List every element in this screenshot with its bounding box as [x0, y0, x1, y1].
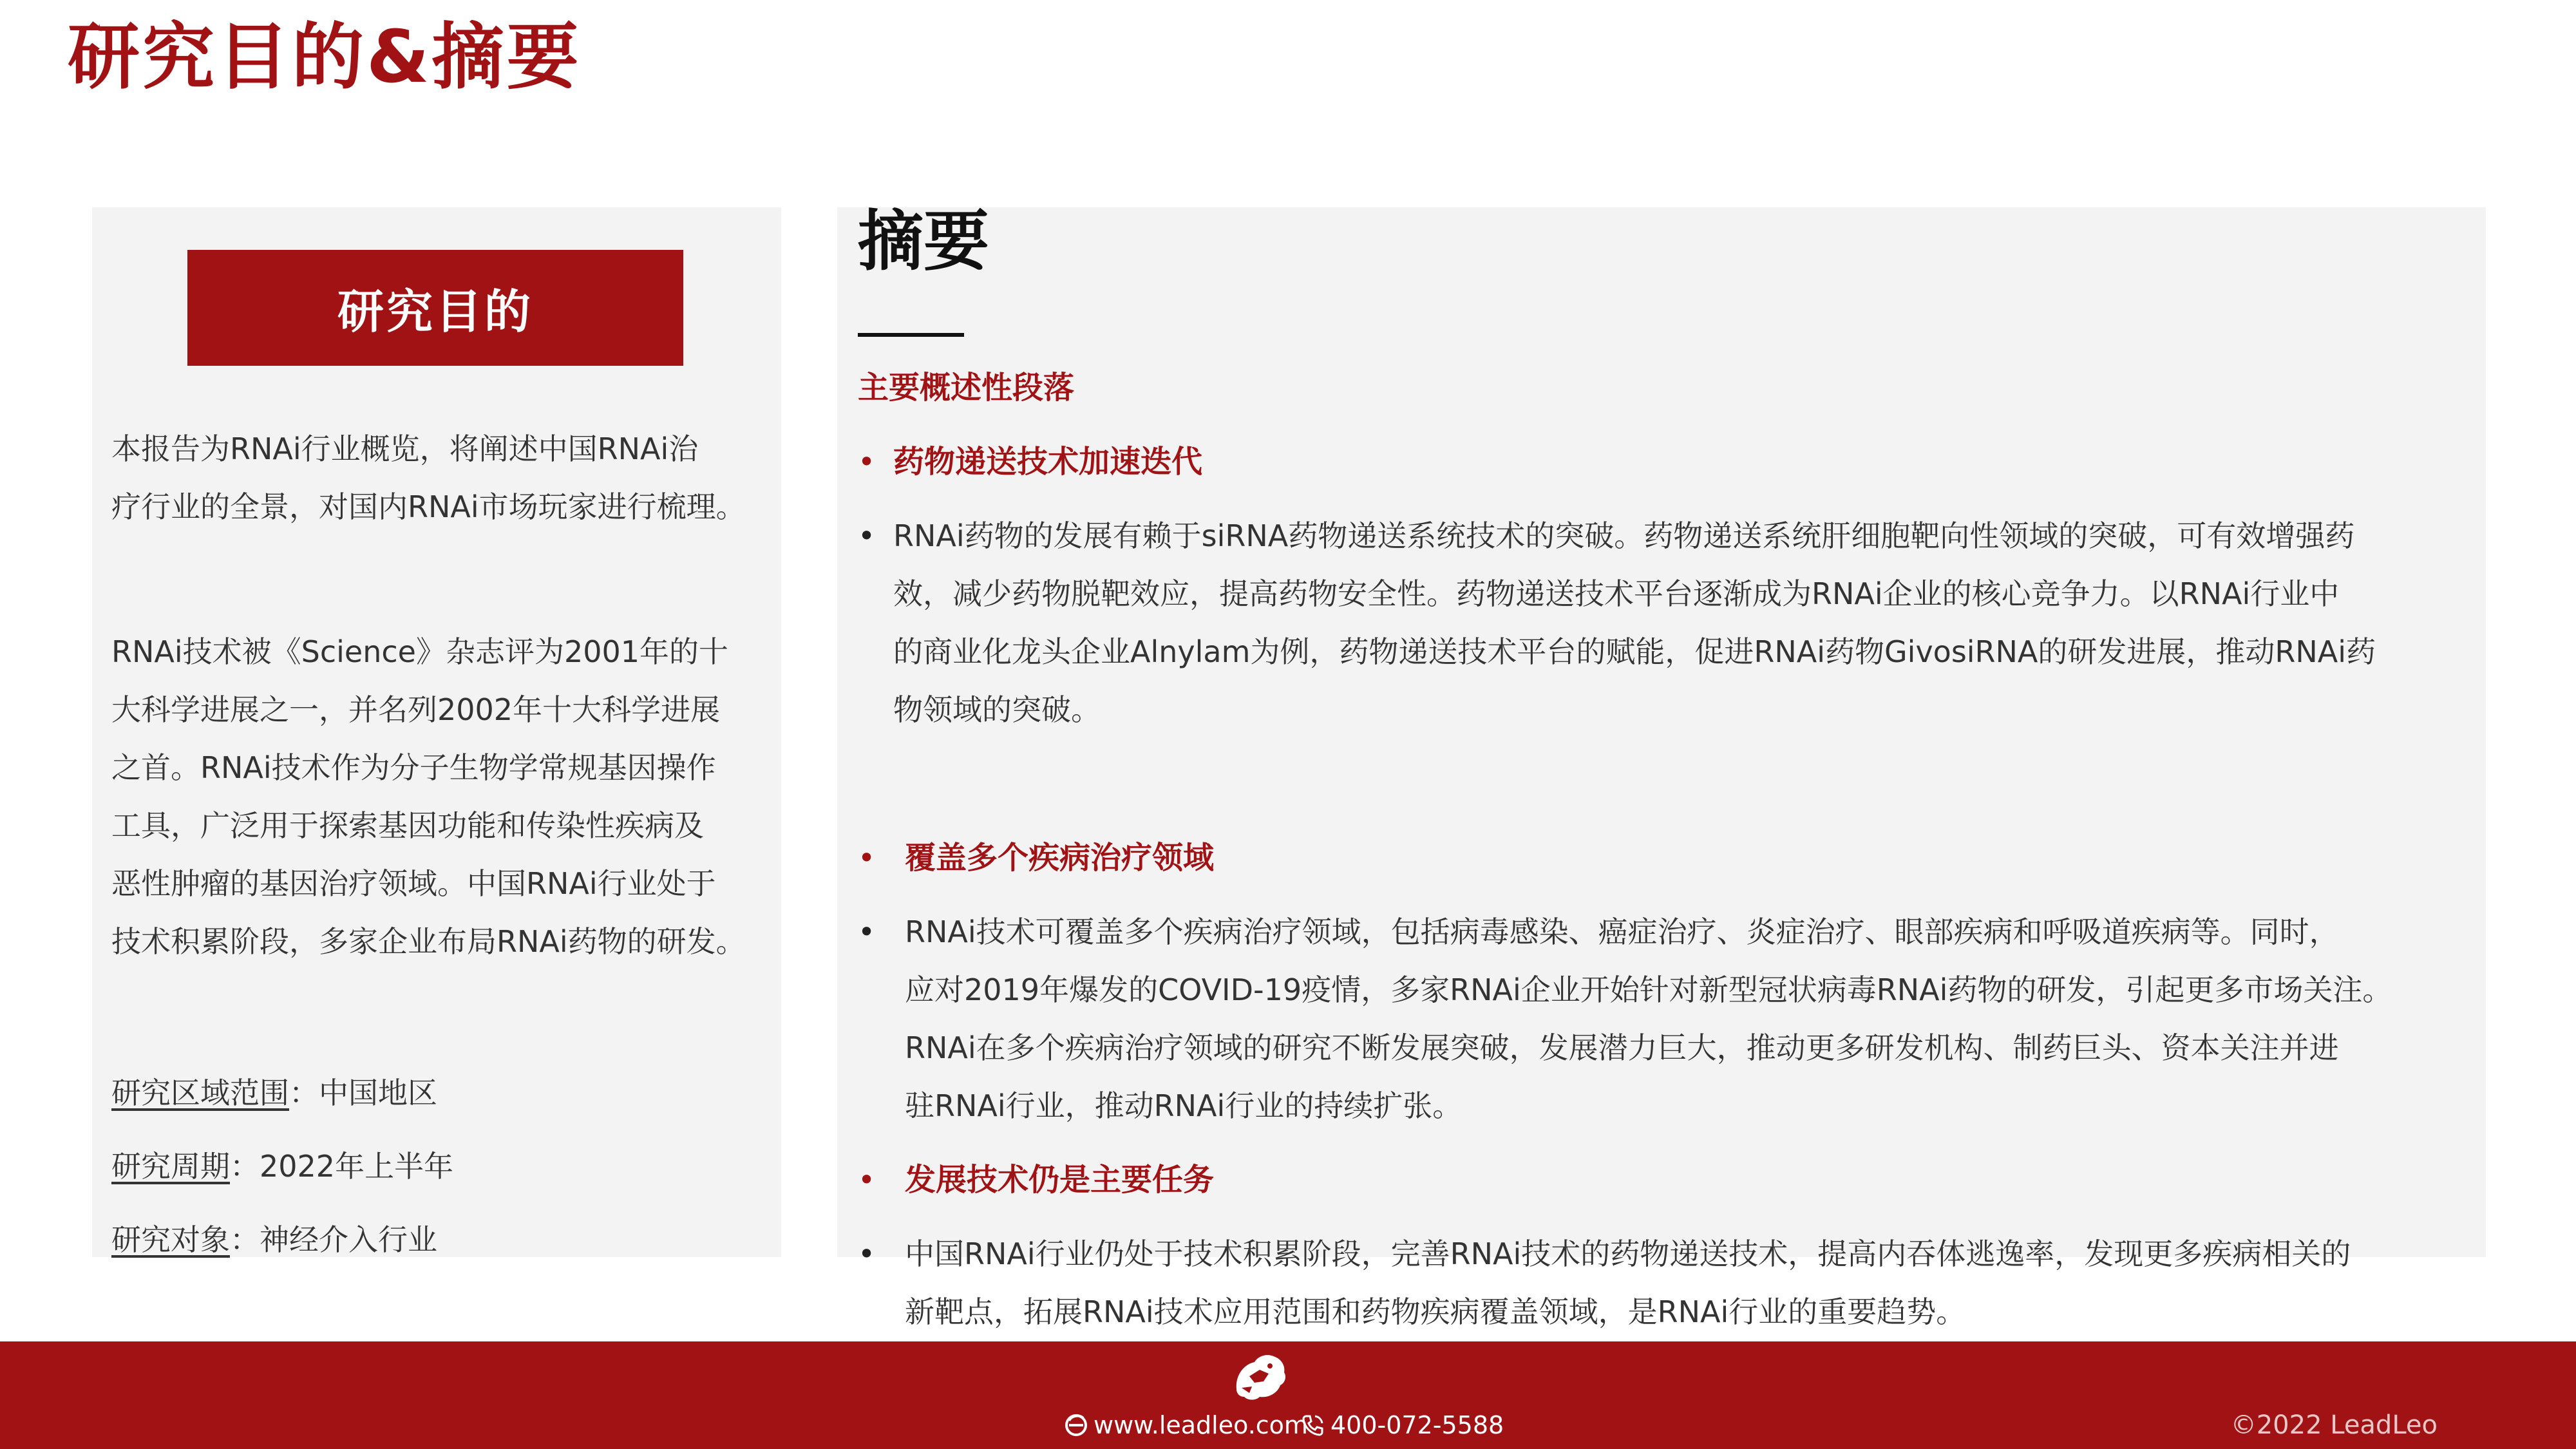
bullet-icon: • — [858, 444, 876, 479]
phone-icon — [1300, 1412, 1325, 1438]
research-subject — [111, 1211, 437, 1269]
phone-link[interactable] — [1300, 1406, 1504, 1444]
website-link[interactable] — [1064, 1406, 1308, 1444]
section-heading-text: 药物递送技术加速迭代 — [893, 444, 1203, 480]
text-line: 物领域的突破。 — [893, 692, 1101, 727]
section-body-text — [905, 1225, 2474, 1341]
research-purpose-header: 研究目的 — [187, 250, 683, 366]
research-purpose-panel — [92, 207, 781, 1257]
text-line: 大科学进展之一，并名列2002年十大科学进展 — [111, 692, 721, 727]
section-heading — [858, 1151, 2474, 1209]
bullet-icon: • — [858, 1236, 876, 1271]
meta-label: 研究周期 — [111, 1149, 230, 1184]
text-line: 技术积累阶段，多家企业布局RNAi药物的研发。 — [111, 924, 746, 959]
section-body — [858, 507, 2474, 739]
section-body — [858, 1225, 2474, 1341]
title-divider — [858, 333, 964, 337]
website-text: www.leadleo.com — [1094, 1411, 1308, 1439]
bullet-icon: • — [858, 914, 876, 949]
meta-label: 研究对象 — [111, 1222, 230, 1257]
section-heading-text: 覆盖多个疾病治疗领域 — [905, 840, 1215, 876]
copyright-text: ©2022 LeadLeo — [2230, 1410, 2438, 1440]
bullet-icon: • — [858, 1162, 876, 1197]
meta-value: ：中国地区 — [289, 1075, 437, 1110]
research-region — [111, 1064, 437, 1122]
text-line: 工具，广泛用于探索基因功能和传染性疾病及 — [111, 808, 704, 843]
meta-label: 研究区域范围 — [111, 1075, 289, 1110]
text-line: RNAi药物的发展有赖于siRNA药物递送系统技术的突破。药物递送系统肝细胞靶向性领域的突破，可有效增强药 — [893, 518, 2355, 553]
text-line: 新靶点，拓展RNAi技术应用范围和药物疾病覆盖领域，是RNAi行业的重要趋势。 — [905, 1294, 1966, 1329]
section-heading — [858, 433, 2474, 491]
text-line: 本报告为RNAi行业概览，将阐述中国RNAi治 — [111, 431, 699, 466]
section-body-text — [893, 507, 2474, 739]
summary-subtitle: 主要概述性段落 — [858, 370, 1075, 406]
text-line: RNAi技术可覆盖多个疾病治疗领域，包括病毒感染、癌症治疗、炎症治疗、眼部疾病和呼吸道疾病等。同时， — [905, 914, 2339, 949]
meta-value: ：2022年上半年 — [230, 1149, 454, 1184]
section-heading-text: 发展技术仍是主要任务 — [905, 1162, 1215, 1198]
section-heading — [858, 829, 2474, 887]
text-line: 之首。RNAi技术作为分子生物学常规基因操作 — [111, 750, 716, 785]
text-line: 效，减少药物脱靶效应，提高药物安全性。药物递送技术平台逐渐成为RNAi企业的核心竞争力。以RNAi行业中 — [893, 576, 2340, 611]
leadleo-logo-icon — [1230, 1350, 1289, 1402]
meta-value: ：神经介入行业 — [230, 1222, 437, 1257]
research-period — [111, 1137, 453, 1195]
purpose-paragraph-1 — [111, 420, 884, 536]
section-body-text — [905, 903, 2474, 1135]
text-line: 的商业化龙头企业Alnylam为例，药物递送技术平台的赋能，促进RNAi药物GivosiRNA的研发进展，推动RNAi药 — [893, 634, 2376, 669]
section-body — [858, 903, 2474, 1135]
summary-title: 摘要 — [858, 204, 989, 280]
text-line: 恶性肿瘤的基因治疗领域。中国RNAi行业处于 — [111, 866, 716, 901]
footer-bar — [0, 1341, 2576, 1449]
text-line: 应对2019年爆发的COVID-19疫情，多家RNAi企业开始针对新型冠状病毒RNAi药物的研发，引起更多市场关注。 — [905, 972, 2392, 1007]
purpose-paragraph-2 — [111, 623, 884, 971]
summary-panel — [837, 204, 2486, 1329]
text-line: RNAi技术被《Science》杂志评为2001年的十 — [111, 634, 729, 669]
text-line: 驻RNAi行业，推动RNAi行业的持续扩张。 — [905, 1088, 1463, 1123]
text-line: RNAi在多个疾病治疗领域的研究不断发展突破，发展潜力巨大，推动更多研发机构、制药巨头、资本关注并进 — [905, 1030, 2339, 1065]
bullet-icon: • — [858, 840, 876, 875]
page-title: 研究目的&摘要 — [68, 15, 582, 99]
phone-text: 400-072-5588 — [1331, 1411, 1504, 1439]
bullet-icon: • — [858, 518, 876, 553]
text-line: 疗行业的全景，对国内RNAi市场玩家进行梳理。 — [111, 489, 746, 524]
browser-e-icon — [1064, 1413, 1088, 1437]
text-line: 中国RNAi行业仍处于技术积累阶段，完善RNAi技术的药物递送技术，提高内吞体逃逸率，发现更多疾病相关的 — [905, 1236, 2351, 1271]
